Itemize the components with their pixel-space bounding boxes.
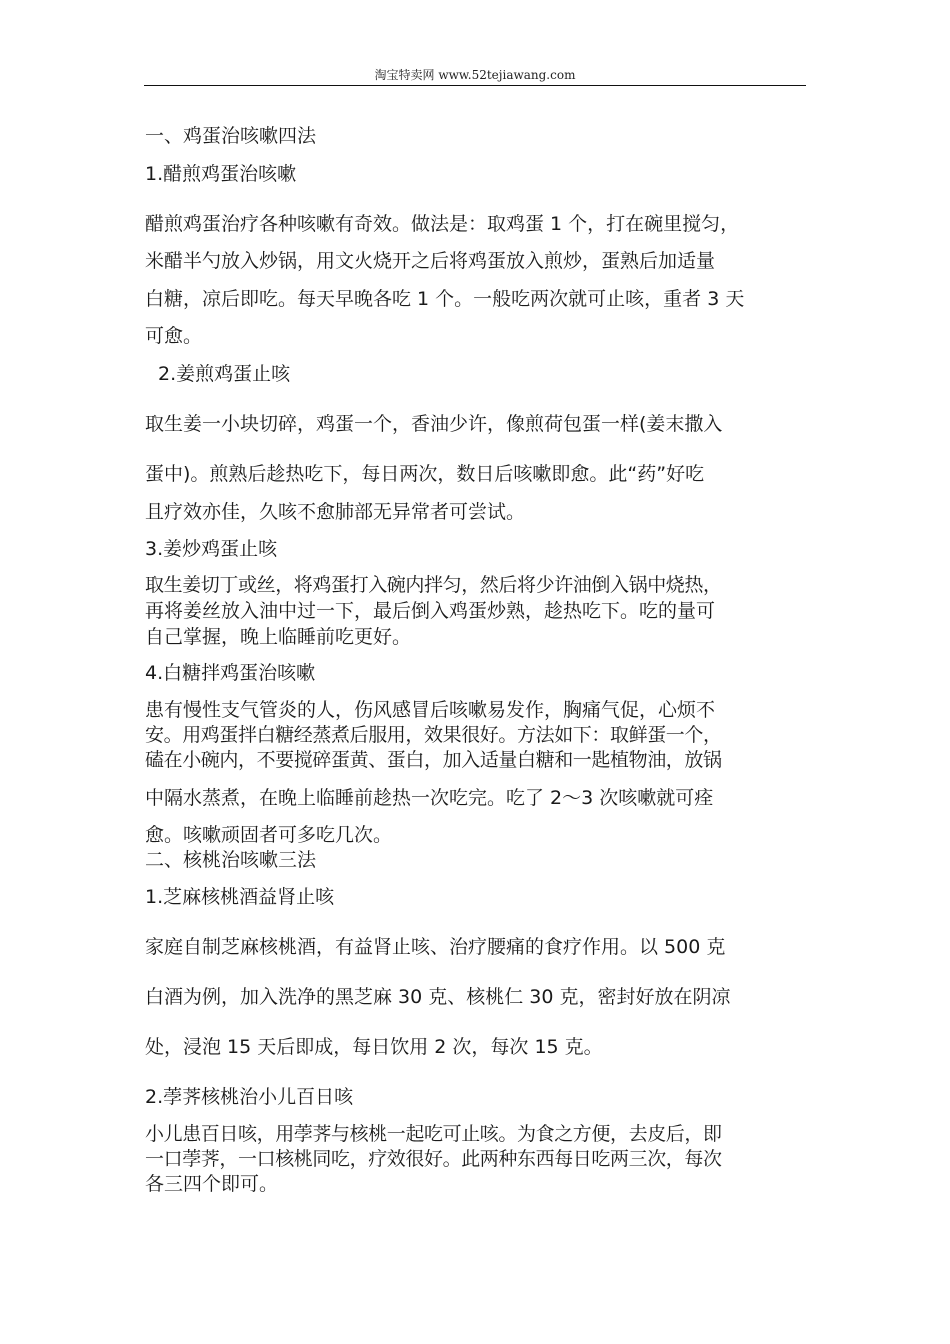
paragraph-line: 愈。咳嗽顽固者可多吃几次。 <box>145 824 393 846</box>
paragraph-line: 安。用鸡蛋拌白糖经蒸煮后服用，效果很好。方法如下：取鲜蛋一个， <box>145 724 722 746</box>
paragraph-line: 可愈。 <box>145 325 203 347</box>
subheading-water-chestnut-walnut: 2.荸荠核桃治小儿百日咳 <box>145 1086 354 1108</box>
paragraph-line: 自己掌握，晚上临睡前吃更好。 <box>145 626 412 648</box>
paragraph-line: 中隔水蒸煮，在晚上临睡前趁热一次吃完。吃了 2～3 次咳嗽就可痊 <box>145 787 714 809</box>
paragraph-line: 取生姜切丁或丝，将鸡蛋打入碗内拌匀，然后将少许油倒入锅中烧热， <box>145 574 722 596</box>
subheading-ginger-egg: 2.姜煎鸡蛋止咳 <box>158 363 291 385</box>
paragraph-line: 白糖，凉后即吃。每天早晚各吃 1 个。一般吃两次就可止咳，重者 3 天 <box>145 288 745 310</box>
paragraph-line: 小儿患百日咳，用荸荠与核桃一起吃可止咳。为食之方便，去皮后，即 <box>145 1123 722 1145</box>
paragraph-line: 蛋中)。煎熟后趁热吃下，每日两次，数日后咳嗽即愈。此“药”好吃 <box>145 463 705 485</box>
paragraph-line: 醋煎鸡蛋治疗各种咳嗽有奇效。做法是：取鸡蛋 1 个，打在碗里搅匀， <box>145 213 740 235</box>
paragraph-line: 再将姜丝放入油中过一下，最后倒入鸡蛋炒熟，趁热吃下。吃的量可 <box>145 600 716 622</box>
subheading-sesame-walnut-wine: 1.芝麻核桃酒益肾止咳 <box>145 886 335 908</box>
paragraph-line: 处，浸泡 15 天后即成，每日饮用 2 次，每次 15 克。 <box>145 1036 603 1058</box>
paragraph-line: 各三四个即可。 <box>145 1173 279 1195</box>
paragraph-line: 白酒为例，加入洗净的黑芝麻 30 克、核桃仁 30 克，密封好放在阴凉 <box>145 986 731 1008</box>
paragraph-line: 取生姜一小块切碎，鸡蛋一个，香油少许，像煎荷包蛋一样(姜末撒入 <box>145 413 723 435</box>
header-divider <box>144 85 806 86</box>
paragraph-line: 磕在小碗内，不要搅碎蛋黄、蛋白，加入适量白糖和一匙植物油，放锅 <box>145 749 722 771</box>
subheading-sugar-egg: 4.白糖拌鸡蛋治咳嗽 <box>145 662 316 684</box>
subheading-vinegar-egg: 1.醋煎鸡蛋治咳嗽 <box>145 163 297 185</box>
paragraph-line: 患有慢性支气管炎的人，伤风感冒后咳嗽易发作，胸痛气促，心烦不 <box>145 699 716 721</box>
page-header: 淘宝特卖网 www.52tejiawang.com <box>374 68 576 82</box>
paragraph-line: 米醋半勺放入炒锅，用文火烧开之后将鸡蛋放入煎炒，蛋熟后加适量 <box>145 250 716 272</box>
paragraph-line: 家庭自制芝麻核桃酒，有益肾止咳、治疗腰痛的食疗作用。以 500 克 <box>145 936 726 958</box>
subheading-ginger-fried-egg: 3.姜炒鸡蛋止咳 <box>145 538 278 560</box>
section-heading-eggs: 一、鸡蛋治咳嗽四法 <box>145 125 317 147</box>
paragraph-line: 且疗效亦佳，久咳不愈肺部无异常者可尝试。 <box>145 501 526 523</box>
paragraph-line: 一口荸荠，一口核桃同吃，疗效很好。此两种东西每日吃两三次，每次 <box>145 1148 722 1170</box>
section-heading-walnuts: 二、核桃治咳嗽三法 <box>145 849 317 871</box>
